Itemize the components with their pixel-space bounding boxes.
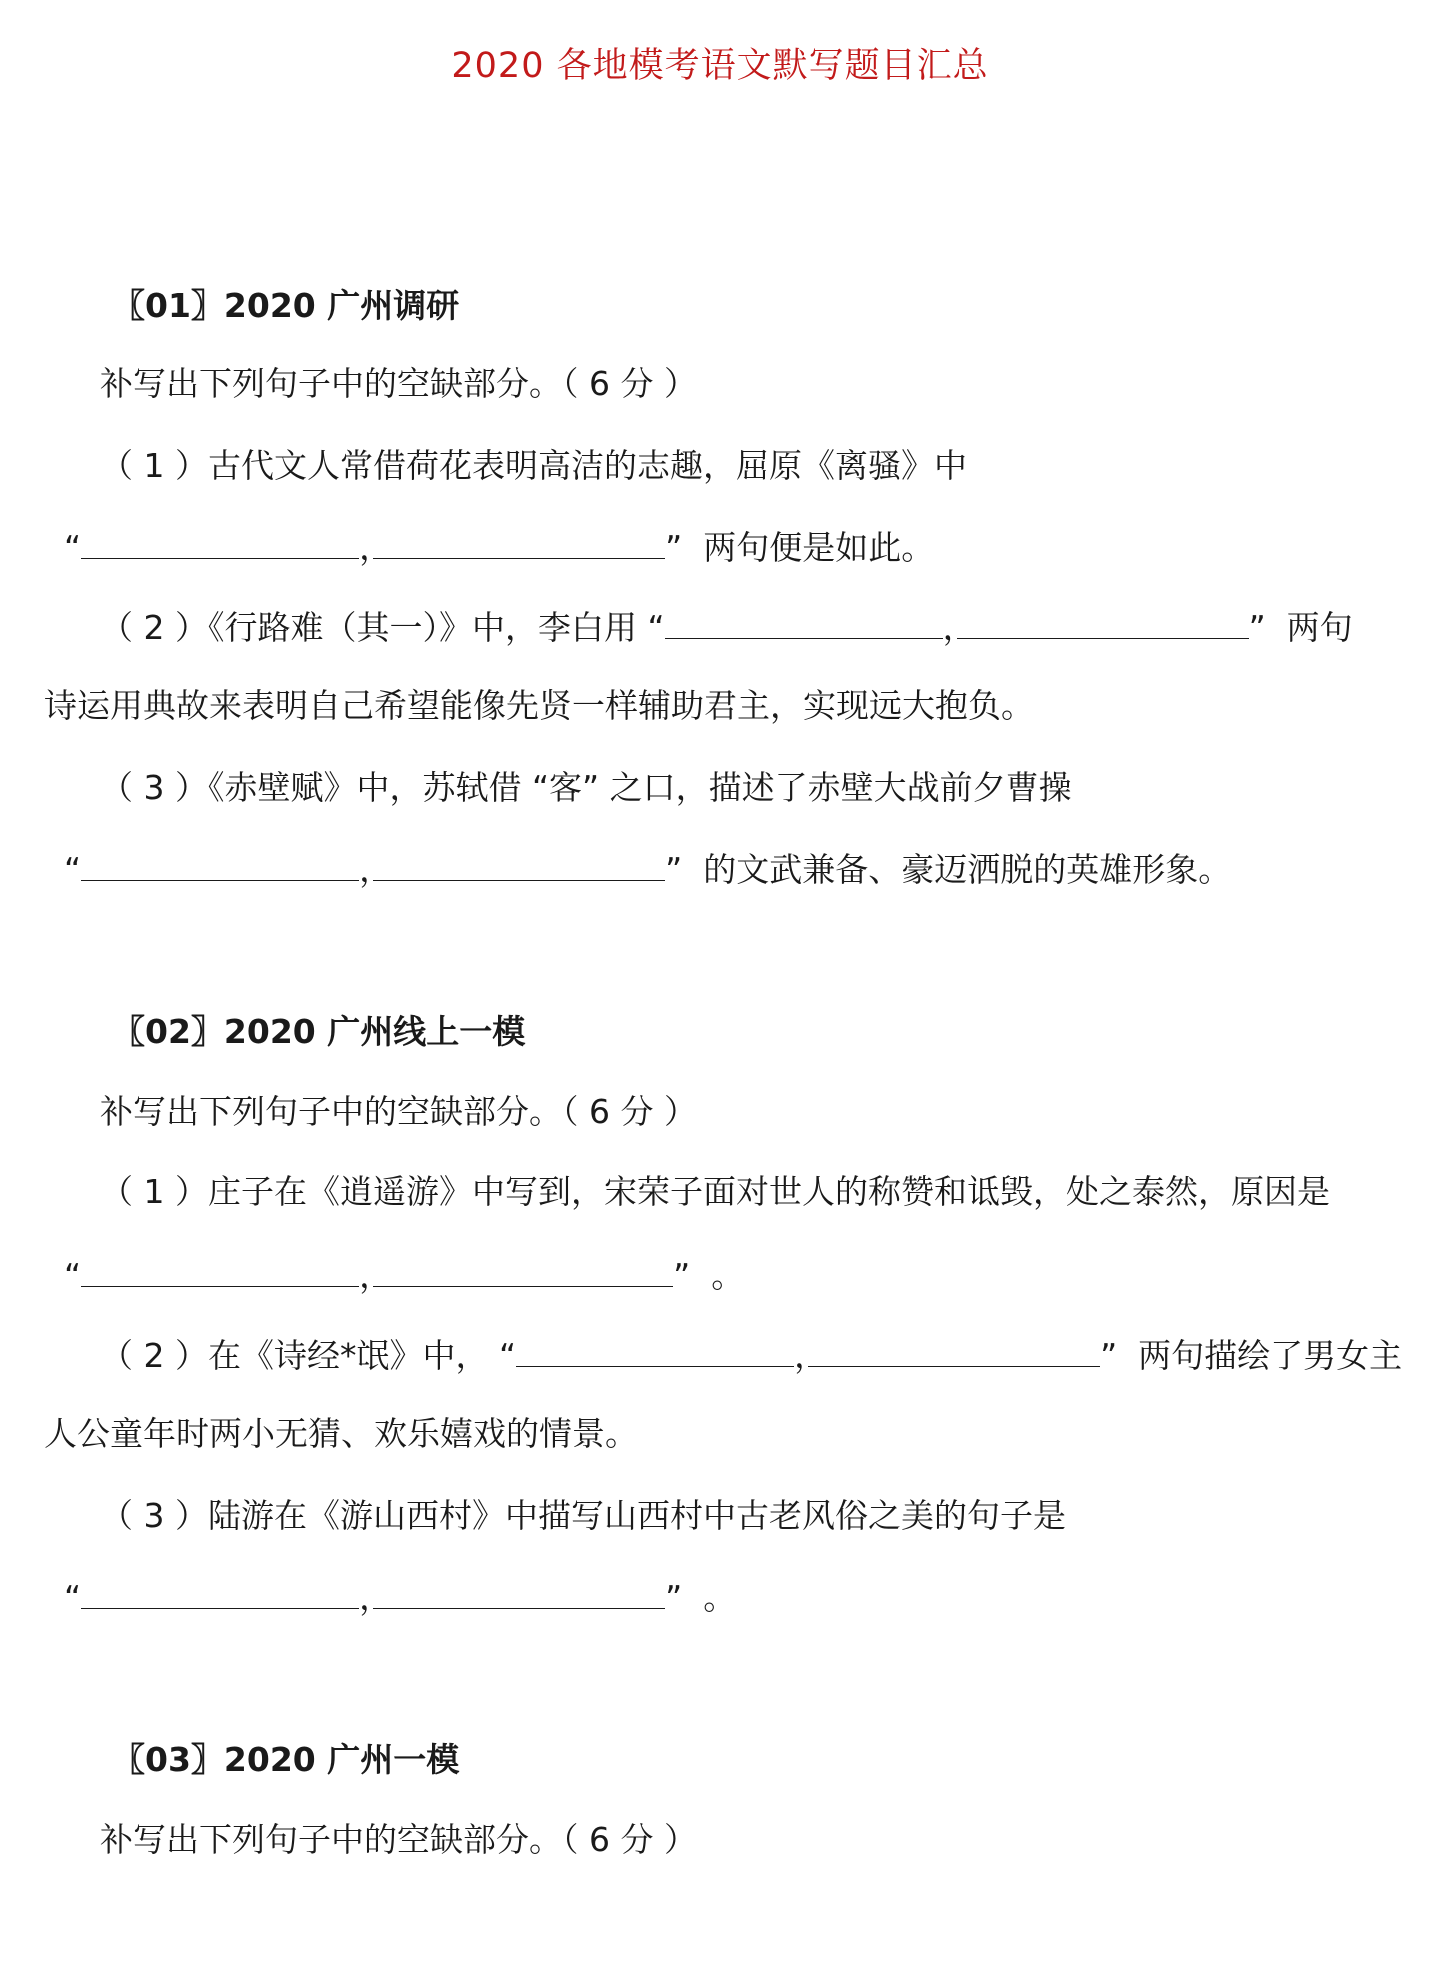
question-text: （ 1 ）古代文人常借荷花表明高洁的志趣，屈原《离骚》中 bbox=[100, 446, 967, 485]
comma: ， bbox=[359, 1578, 393, 1617]
close-quote: ” bbox=[673, 1256, 691, 1295]
section-heading: 〖03〗2020 广州一模 bbox=[112, 1740, 460, 1779]
comma: ， bbox=[794, 1336, 828, 1375]
question-text: 诗运用典故来表明自己希望能像先贤一样辅助君主，实现远大抱负。 bbox=[44, 686, 1034, 725]
question-text: （ 1 ）庄子在《逍遥游》中写到，宋荣子面对世人的称赞和诋毁，处之泰然，原因是 bbox=[100, 1172, 1330, 1211]
answer-line bbox=[64, 524, 934, 570]
question-text: 两句描绘了男女主 bbox=[1138, 1336, 1403, 1375]
question-text: 人公童年时两小无猜、欢乐嬉戏的情景。 bbox=[44, 1414, 638, 1453]
answer-line bbox=[100, 604, 1353, 650]
answer-blank[interactable] bbox=[808, 1332, 1100, 1367]
question-text: 两句便是如此。 bbox=[703, 528, 935, 567]
answer-blank[interactable] bbox=[665, 604, 943, 639]
answer-blank[interactable] bbox=[373, 1574, 665, 1609]
close-quote: ” bbox=[665, 1578, 683, 1617]
answer-blank[interactable] bbox=[81, 1574, 359, 1609]
instruction: 补写出下列句子中的空缺部分。（ 6 分 ） bbox=[100, 1820, 697, 1859]
open-quote: “ bbox=[64, 1256, 82, 1295]
comma: ， bbox=[942, 608, 976, 647]
question-text: （ 2 ）《行路难（其一）》中，李白用 “ bbox=[100, 608, 665, 647]
comma: ， bbox=[359, 850, 393, 889]
open-quote: “ bbox=[64, 528, 82, 567]
answer-blank[interactable] bbox=[373, 1252, 673, 1287]
answer-line bbox=[100, 1332, 1402, 1378]
answer-blank[interactable] bbox=[516, 1332, 794, 1367]
question-text: （ 2 ）在《诗经*氓》中， “ bbox=[100, 1336, 517, 1375]
open-quote: “ bbox=[64, 1578, 82, 1617]
close-quote: ” bbox=[1100, 1336, 1118, 1375]
instruction: 补写出下列句子中的空缺部分。（ 6 分 ） bbox=[100, 1092, 697, 1131]
close-quote: ” bbox=[1248, 608, 1266, 647]
answer-blank[interactable] bbox=[81, 1252, 359, 1287]
answer-line bbox=[64, 1252, 744, 1298]
answer-blank[interactable] bbox=[373, 846, 665, 881]
question-text: 。 bbox=[703, 1578, 737, 1617]
open-quote: “ bbox=[64, 850, 82, 889]
close-quote: ” bbox=[665, 850, 683, 889]
answer-line bbox=[64, 846, 1231, 892]
comma: ， bbox=[359, 1256, 393, 1295]
question-text: 。 bbox=[711, 1256, 745, 1295]
answer-blank[interactable] bbox=[373, 524, 665, 559]
section-heading: 〖01〗2020 广州调研 bbox=[112, 286, 460, 325]
question-text: 的文武兼备、豪迈洒脱的英雄形象。 bbox=[703, 850, 1232, 889]
question-text: 两句 bbox=[1286, 608, 1353, 647]
instruction: 补写出下列句子中的空缺部分。（ 6 分 ） bbox=[100, 364, 697, 403]
section-heading: 〖02〗2020 广州线上一模 bbox=[112, 1012, 526, 1051]
answer-line bbox=[64, 1574, 736, 1620]
comma: ， bbox=[359, 528, 393, 567]
answer-blank[interactable] bbox=[957, 604, 1249, 639]
close-quote: ” bbox=[665, 528, 683, 567]
page-title: 2020 各地模考语文默写题目汇总 bbox=[451, 46, 989, 86]
answer-blank[interactable] bbox=[81, 524, 359, 559]
answer-blank[interactable] bbox=[81, 846, 359, 881]
question-text: （ 3 ）陆游在《游山西村》中描写山西村中古老风俗之美的句子是 bbox=[100, 1496, 1066, 1535]
question-text: （ 3 ）《赤壁赋》中，苏轼借 “客” 之口，描述了赤壁大战前夕曹操 bbox=[100, 768, 1072, 807]
